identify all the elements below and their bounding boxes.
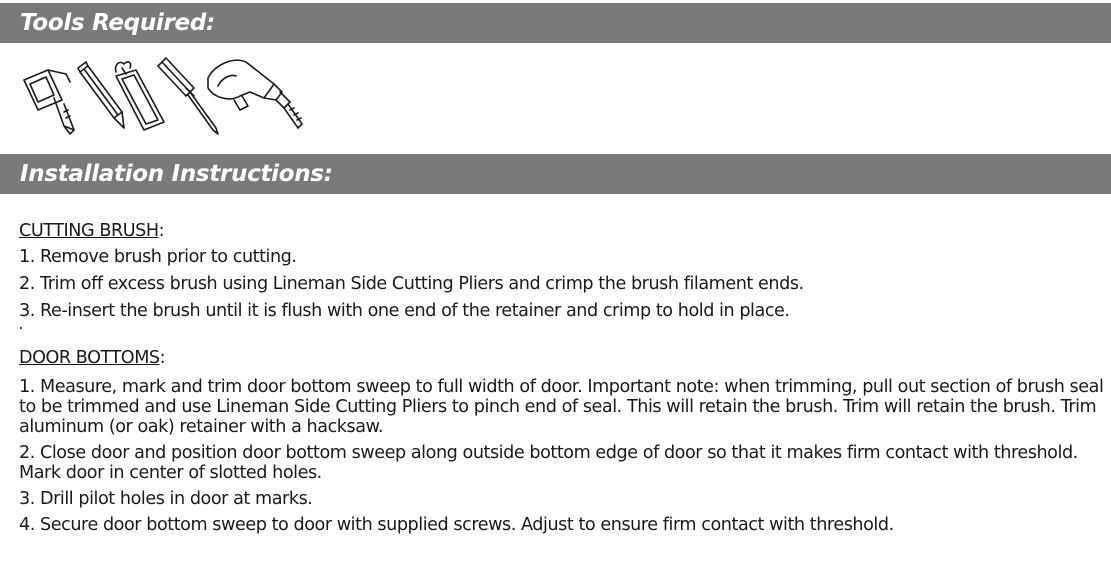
screwdriver-icon: [158, 58, 218, 134]
installation-instructions-title: Installation Instructions:: [20, 161, 333, 187]
tape-measure-icon: [24, 70, 74, 134]
tools-required-title: Tools Required:: [20, 10, 215, 36]
door-bottoms-heading-line: [19, 345, 1109, 371]
door-step: 1. Measure, mark and trim door bottom sweep to full width of door. Important note: when trimming, pull out section of brush seal to be trimmed and use Lineman Side Cutting Pliers to pinch end of seal. This will retain the brush. Trim will retain the brush. Trim aluminum (or oak) retainer with a hacksaw.: [19, 377, 1104, 437]
tools-illustration: [18, 48, 318, 140]
cutting-step: 1. Remove brush prior to cutting.: [19, 247, 297, 267]
door-bottoms-steps: [19, 377, 1109, 535]
cutting-step: 3. Re-insert the brush until it is flush with one end of the retainer and crimp to hold in place.: [19, 301, 790, 321]
cutting-brush-heading-line: [19, 218, 1109, 244]
door-step: 2. Close door and position door bottom sweep along outside bottom edge of door so that it makes firm contact with threshold. Mark door in center of slotted holes.: [19, 443, 1078, 483]
pencil-icon: [78, 62, 124, 128]
tools-required-header: [0, 3, 1111, 43]
door-step: 3. Drill pilot holes in door at marks.: [19, 489, 313, 509]
power-drill-icon: [208, 60, 302, 128]
cutting-brush-heading: CUTTING BRUSH: [19, 221, 159, 241]
door-bottoms-colon: :: [159, 348, 166, 368]
door-bottoms-heading: DOOR BOTTOMS: [19, 348, 160, 368]
cutting-step: 2. Trim off excess brush using Lineman Side Cutting Pliers and crimp the brush filament ends.: [19, 274, 804, 294]
cutting-brush-colon: :: [158, 221, 165, 241]
installation-instructions-header: [0, 154, 1111, 194]
instructions-body: [19, 218, 1109, 535]
door-step: 4. Secure door bottom sweep to door with supplied screws. Adjust to ensure firm contact with threshold.: [19, 515, 894, 535]
cutting-brush-steps: [19, 244, 1109, 325]
